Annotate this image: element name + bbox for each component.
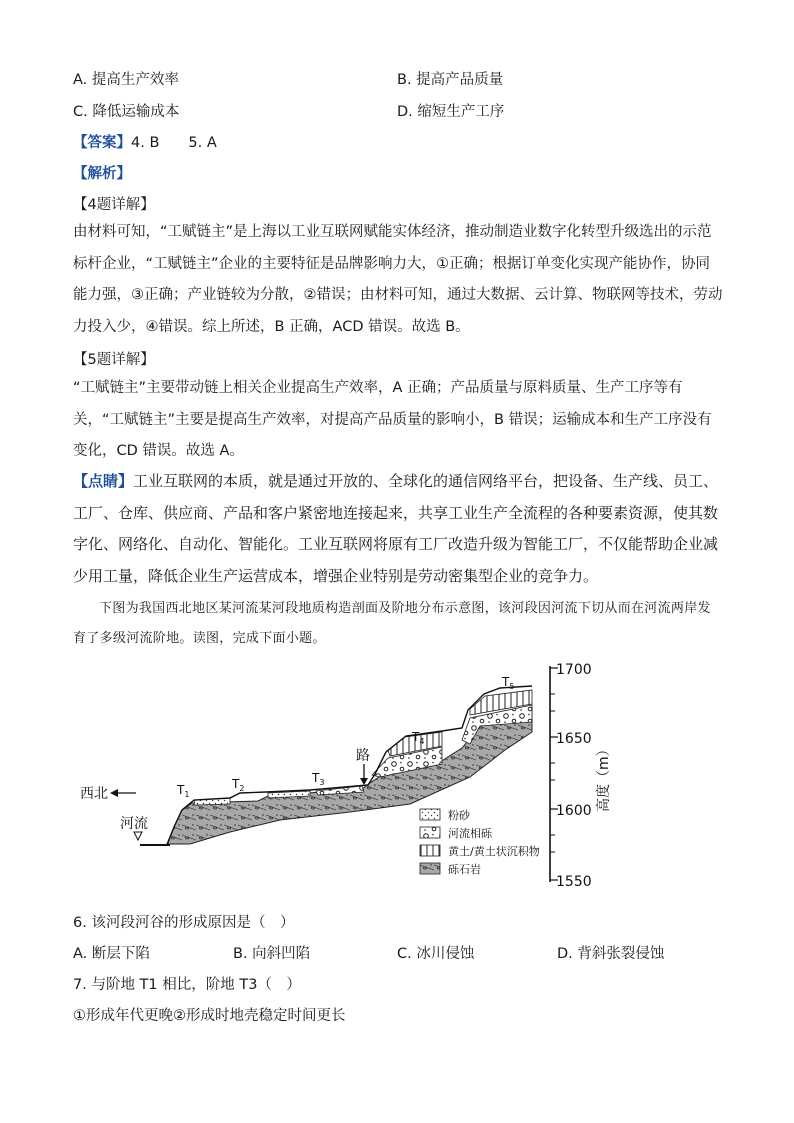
answer-label: 【答案】 bbox=[73, 135, 131, 151]
direction-arrowhead bbox=[110, 789, 118, 797]
road-label: 路 bbox=[356, 748, 370, 764]
q6-option-d: D. 背斜张裂侵蚀 bbox=[557, 946, 665, 962]
terrace-t5-label: $T_5$ bbox=[502, 675, 515, 691]
tick-1650: 1650 bbox=[556, 731, 592, 747]
highlight-label: 【点睛】 bbox=[73, 472, 134, 490]
option-b: B. 提高产品质量 bbox=[397, 72, 504, 88]
legend bbox=[420, 808, 540, 876]
terrace-t4-label: $T_4$ bbox=[412, 730, 425, 746]
analysis-tag: 【解析】 bbox=[73, 166, 131, 182]
analysis-label bbox=[73, 162, 131, 183]
terrace-t3-label: $T_3$ bbox=[312, 771, 325, 787]
q6-stem: 6. 该河段河谷的形成原因是（ ） bbox=[73, 915, 295, 931]
tick-1550: 1550 bbox=[556, 874, 592, 890]
terrace-t2-label: $T_2$ bbox=[232, 777, 245, 793]
river-label: 河流 bbox=[120, 816, 148, 832]
q5-detail-tag: 【5题详解】 bbox=[73, 352, 155, 368]
tick-1700: 1700 bbox=[556, 662, 592, 678]
q5-detail-label bbox=[73, 348, 155, 369]
q4-detail-label bbox=[73, 193, 155, 214]
highlight-text: 工业互联网的本质，就是通过开放的、全球化的通信网络平台，把设备、生产线、员工、工厂、仓库、供应商、产品和客户紧密地连接起来，共享工业生产全流程的各种要素资源，使其数字化、网络化、自动化、智能化。工业互联网将原有工厂改造升级为智能工厂，不仅能帮助企业减少用工量，降低企业生产运营成本，增强企业特别是劳动密集型企业的竞争力。 bbox=[73, 472, 719, 585]
legend-gravel: 河流相砾 bbox=[448, 827, 492, 840]
answer-line bbox=[73, 131, 217, 152]
direction-label: 西北 bbox=[80, 786, 108, 802]
q4-detail-tag: 【4题详解】 bbox=[73, 197, 155, 213]
road-arrowhead bbox=[360, 778, 368, 785]
geologic-cross-section-figure bbox=[70, 652, 612, 892]
highlight-paragraph bbox=[73, 466, 723, 592]
answer-text: 4. B 5. A bbox=[131, 135, 217, 151]
elevation-axis bbox=[550, 662, 612, 890]
q4-detail-text: 由材料可知，“工赋链主”是上海以工业互联网赋能实体经济，推动制造业数字化转型升级选出的示范标杆企业，“工赋链主”企业的主要特征是品牌影响力大，①正确；根据订单变化实现产能协作，协同能力强，③正确；产业链较为分散，②错误；由材料可知，通过大数据、云计算、物联网等技术，劳动力投入少，④错误。综上所述，B 正确，ACD 错误。故选 B。 bbox=[73, 224, 723, 335]
option-d: D. 缩短生产工序 bbox=[397, 104, 505, 120]
terrace-t1-label: $T_1$ bbox=[177, 783, 190, 799]
tick-1600: 1600 bbox=[556, 803, 592, 819]
q7-stem: 7. 与阶地 T1 相比，阶地 T3（ ） bbox=[73, 977, 301, 993]
q5-detail-text: “工赋链主”主要带动链上相关企业提高生产效率，A 正确；产品质量与原料质量、生产工序等有关，“工赋链主”主要是提高生产效率，对提高产品质量的影响小，B 错误；运输成本和生产工序没有变化，CD 错误。故选 A。 bbox=[73, 380, 712, 459]
q7-statements: ①形成年代更晚②形成时地壳稳定时间更长 bbox=[73, 1008, 346, 1024]
river-marker bbox=[134, 832, 142, 840]
legend-conglomerate: 砾石岩 bbox=[448, 863, 481, 876]
option-a: A. 提高生产效率 bbox=[73, 72, 179, 88]
q6-option-b: B. 向斜凹陷 bbox=[233, 946, 311, 962]
q6-option-c: C. 冰川侵蚀 bbox=[397, 946, 475, 962]
option-c: C. 降低运输成本 bbox=[73, 104, 180, 120]
legend-loess: 黄土/黄土状沉积物 bbox=[448, 845, 540, 858]
legend-silt: 粉砂 bbox=[448, 809, 470, 822]
q6-option-a: A. 断层下陷 bbox=[73, 946, 150, 962]
axis-title: 高度（m） bbox=[596, 742, 612, 812]
figure-intro: 下图为我国西北地区某河流某河段地质构造剖面及阶地分布示意图，该河段因河流下切从而在河流两岸发育了多级河流阶地。读图，完成下面小题。 bbox=[73, 601, 711, 646]
